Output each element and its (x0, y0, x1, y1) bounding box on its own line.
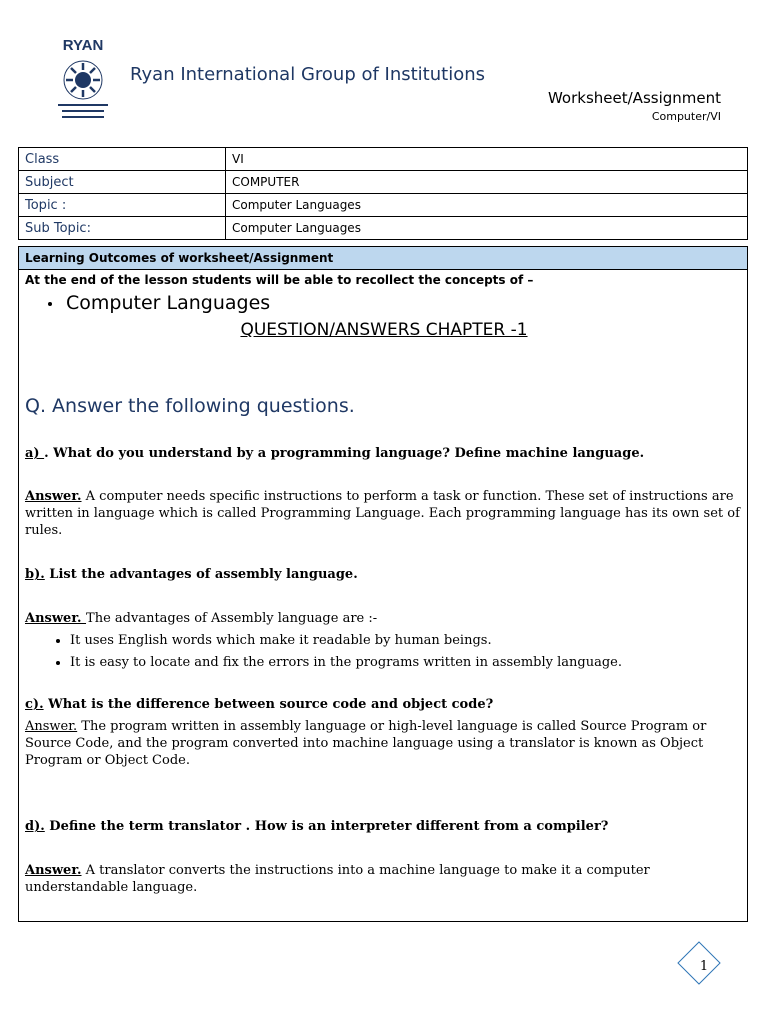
question-text: . What do you understand by a programming language? Define machine language. (44, 446, 645, 461)
question-text: Define the term translator . How is an interpreter different from a compiler? (44, 819, 609, 834)
answer-c (25, 718, 745, 769)
answer-label: Answer. (25, 489, 82, 504)
answer-text: The program written in assembly language or high-level language is called Source Program or Source Code, and the program converted into machine language using a translator is known as Object Program or Object Code. (25, 719, 707, 768)
info-label: Class (19, 148, 226, 171)
outcomes-intro: At the end of the lesson students will be able to recollect the concepts of – (25, 273, 534, 287)
question-text: List the advantages of assembly language. (44, 567, 358, 582)
question-a (25, 445, 745, 462)
info-row-topic (19, 194, 748, 217)
outcomes-heading (18, 246, 748, 270)
info-label: Topic : (19, 194, 226, 217)
answer-d (25, 862, 745, 896)
answer-label: Answer. (25, 863, 82, 878)
info-label: Subject (19, 171, 226, 194)
page-number-badge (676, 940, 722, 986)
subject-class: Computer/VI (651, 110, 721, 123)
page-number: 1 (699, 959, 709, 974)
bullet-dot-icon (48, 302, 52, 306)
info-value: Computer Languages (226, 194, 748, 217)
outcome-bullet (48, 292, 270, 314)
question-marker: c). (25, 697, 44, 712)
advantages-list (25, 630, 622, 674)
chapter-title: QUESTION/ANSWERS CHAPTER -1 (240, 320, 528, 340)
question-d (25, 818, 745, 835)
outcome-bullet-text: Computer Languages (66, 292, 271, 314)
question-b (25, 566, 745, 583)
svg-text:RYAN: RYAN (62, 37, 104, 54)
info-row-class (19, 148, 748, 171)
doc-type: Worksheet/Assignment (547, 89, 721, 107)
question-marker: a) (25, 446, 45, 461)
answer-label: Answer. (25, 611, 87, 626)
info-value: VI (226, 148, 748, 171)
info-value: COMPUTER (226, 171, 748, 194)
question-marker: b). (25, 567, 45, 582)
answer-text: A computer needs specific instructions to perform a task or function. These set of instructions are written in language which is called Programming Language. Each programming language has its own set of rules. (25, 489, 740, 538)
question-c (25, 696, 745, 713)
info-label: Sub Topic: (19, 217, 226, 240)
question-text: What is the difference between source code and object code? (43, 697, 494, 712)
list-item: • It is easy to locate and fix the errors in the programs written in assembly language. (70, 652, 622, 674)
answer-text: A translator converts the instructions into a machine language to make it a computer understandable language. (25, 863, 650, 895)
list-item: • It uses English words which make it readable by human beings. (70, 630, 622, 652)
info-row-subject (19, 171, 748, 194)
answer-b (25, 610, 745, 627)
org-name: Ryan International Group of Institutions (130, 64, 486, 85)
ryan-logo (50, 36, 116, 122)
answer-text: The advantages of Assembly language are :- (86, 611, 378, 626)
instruction: Q. Answer the following questions. (25, 395, 355, 417)
answer-a (25, 488, 745, 539)
question-marker: d). (25, 819, 45, 834)
info-value: Computer Languages (226, 217, 748, 240)
outcomes-heading-text: Learning Outcomes of worksheet/Assignment (25, 251, 334, 265)
info-table (18, 147, 748, 240)
answer-label: Answer. (25, 719, 78, 734)
info-row-subtopic (19, 217, 748, 240)
